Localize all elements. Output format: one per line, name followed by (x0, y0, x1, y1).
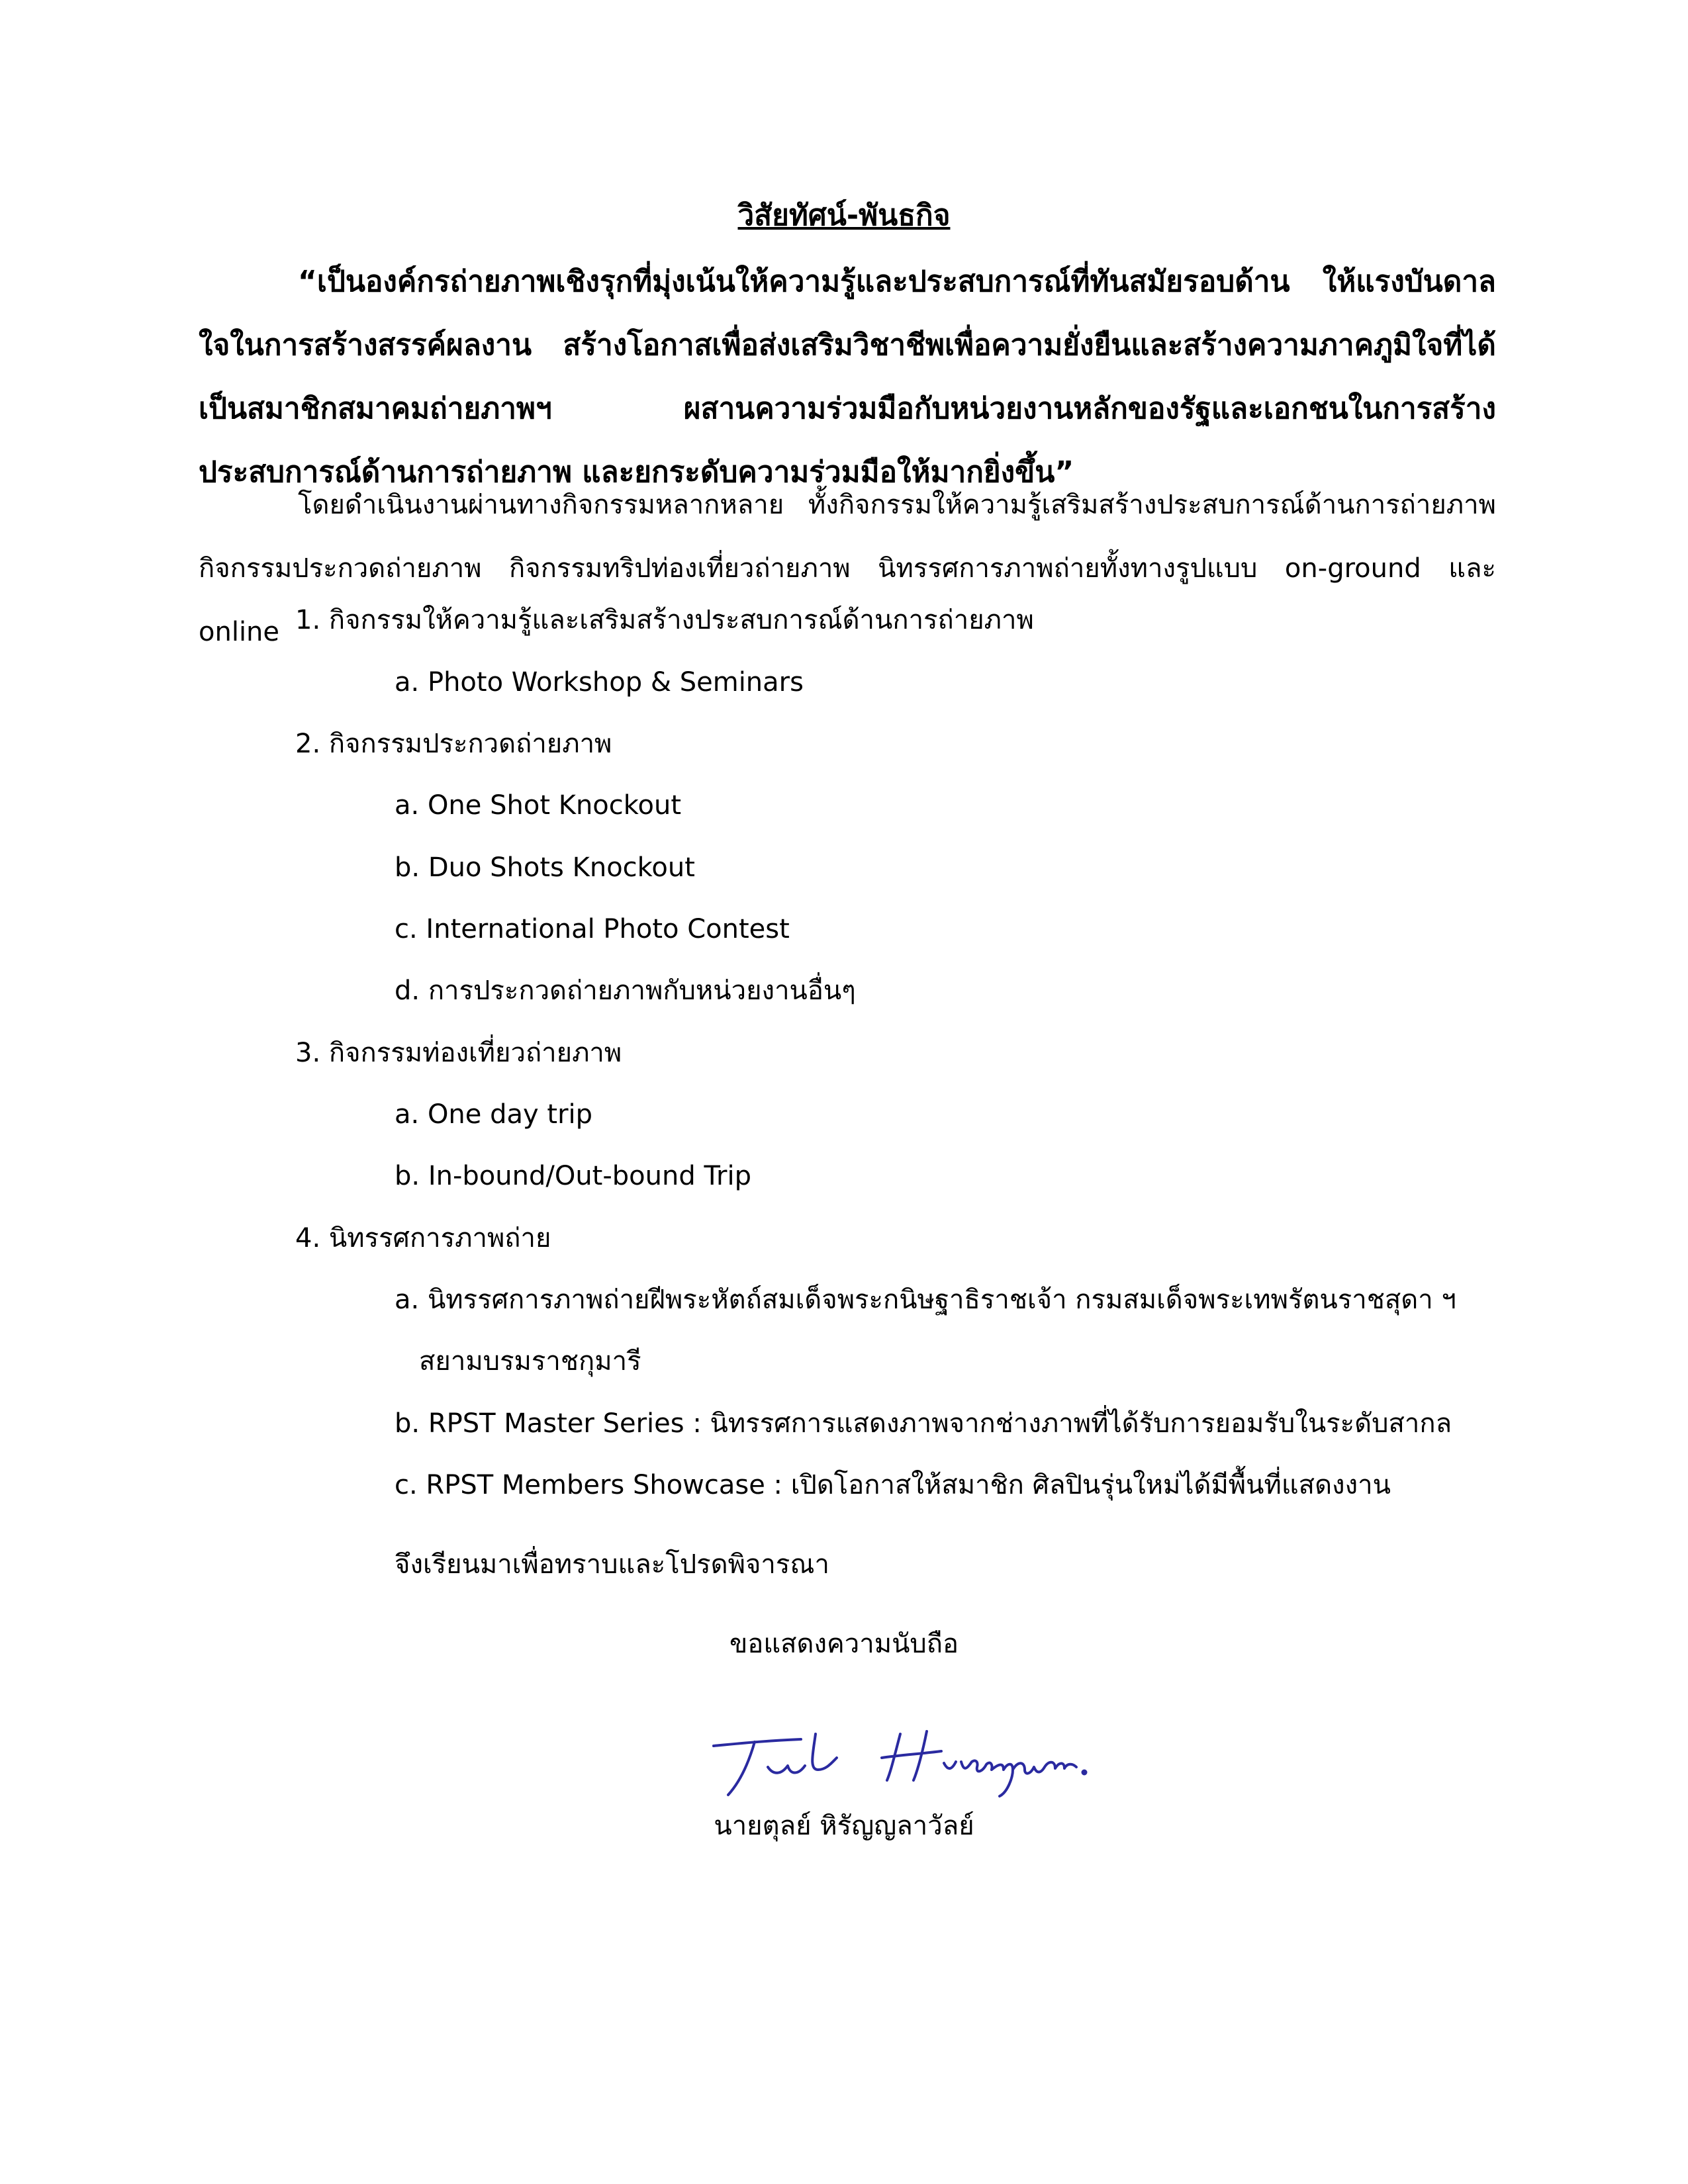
list-item-continuation: สยามบรมราชกุมารี (419, 1346, 641, 1377)
list-item: c. RPST Members Showcase : เปิดโอกาสให้สมาชิก ศิลปินรุ่นใหม่ได้มีพื้นที่แสดงงาน (395, 1470, 1391, 1500)
section-title: 2. กิจกรรมประกวดถ่ายภาพ (295, 729, 612, 759)
list-item: a. นิทรรศการภาพถ่ายฝีพระหัตถ์สมเด็จพระกนิษฐาธิราชเจ้า กรมสมเด็จพระเทพรัตนราชสุดา ฯ (395, 1285, 1456, 1315)
list-item: a. Photo Workshop & Seminars (395, 667, 804, 698)
section-title: 4. นิทรรศการภาพถ่าย (295, 1223, 551, 1253)
list-item: b. RPST Master Series : นิทรรศการแสดงภาพจากช่างภาพที่ได้รับการยอมรับในระดับสากล (395, 1408, 1452, 1439)
intro-paragraph: โดยดำเนินงานผ่านทางกิจกรรมหลากหลาย ทั้งกิจกรรมให้ความรู้เสริมสร้างประสบการณ์ด้านการถ่ายภาพ กิจกรรมประกวดถ่ายภาพ กิจกรรมทริปท่องเที่ยวถ่ายภาพ นิทรรศการภาพถ่ายทั้งทางรูปแบบ on-ground และ online (199, 490, 1496, 647)
closing-line: จึงเรียนมาเพื่อทราบและโปรดพิจารณา (395, 1549, 829, 1580)
list-item: a. One day trip (395, 1099, 593, 1130)
list-item: d. การประกวดถ่ายภาพกับหน่วยงานอื่นๆ (395, 976, 856, 1006)
section-title: 3. กิจกรรมท่องเที่ยวถ่ายภาพ (295, 1038, 622, 1068)
list-item: a. One Shot Knockout (395, 790, 682, 821)
page-heading: วิสัยทัศน์-พันธกิจ (737, 199, 951, 232)
list-item: b. Duo Shots Knockout (395, 852, 695, 883)
handwritten-signature (702, 1714, 1092, 1800)
section-title: 1. กิจกรรมให้ความรู้และเสริมสร้างประสบการณ์ด้านการถ่ายภาพ (295, 605, 1034, 635)
signer-name: นายตุลย์ หิรัญญลาวัลย์ (714, 1811, 974, 1841)
regards-line: ขอแสดงความนับถือ (729, 1629, 959, 1659)
vision-statement: “เป็นองค์กรถ่ายภาพเชิงรุกที่มุ่งเน้นให้ความรู้และประสบการณ์ที่ทันสมัยรอบด้าน ให้แรงบันดาลใจในการสร้างสรรค์ผลงาน สร้างโอกาสเพื่อส่งเสริมวิชาชีพเพื่อความยั่งยืนและสร้างความภาคภูมิใจที่ได้เป็นสมาชิกสมาคมถ่ายภาพฯ ผสานความร่วมมือกับหน่วยงานหลักของรัฐและเอกชนในการสร้างประสบการณ์ด้านการถ่ายภาพ และยกระดับความร่วมมือให้มากยิ่งขึ้น” (199, 265, 1496, 489)
list-item: c. International Photo Contest (395, 914, 790, 944)
list-item: b. In-bound/Out-bound Trip (395, 1161, 751, 1191)
